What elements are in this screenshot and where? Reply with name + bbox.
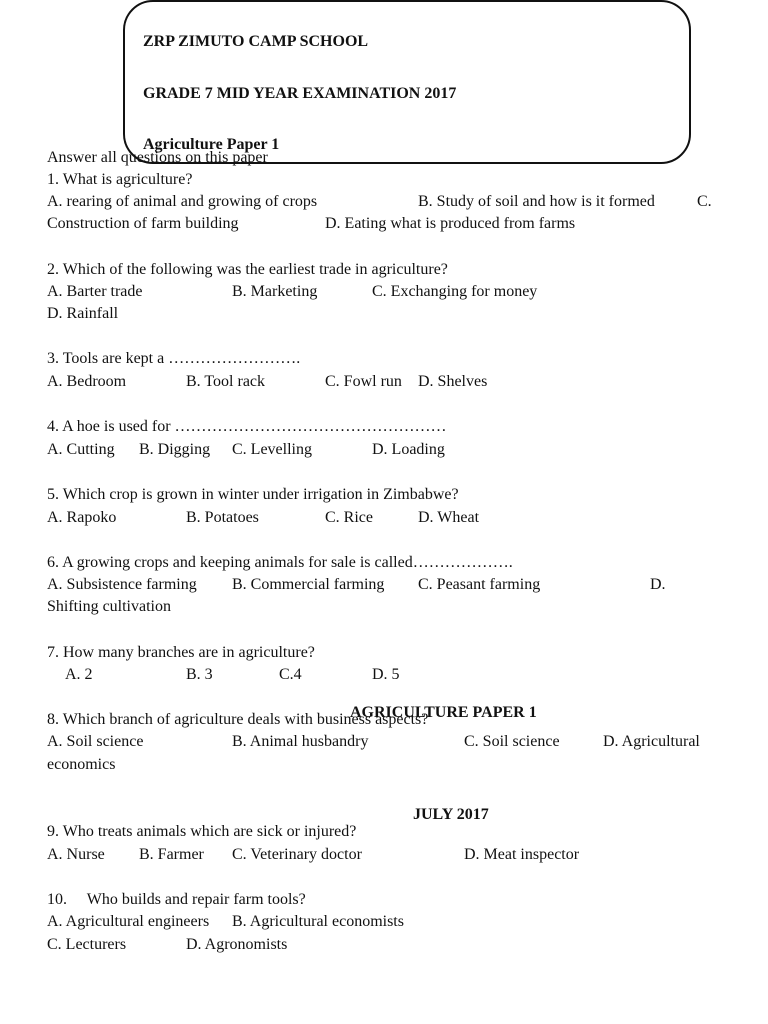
q7-option-c: C.4 — [279, 666, 302, 683]
question-6: 6. A growing crops and keeping animals for sale is called………………. — [47, 554, 513, 571]
q2-option-b: B. Marketing — [232, 283, 318, 300]
overlay-paper-title: AGRICULTURE PAPER 1 — [350, 704, 537, 721]
q1-option-c-text: Construction of farm building — [47, 215, 239, 232]
q5-option-a: A. Rapoko — [47, 509, 117, 526]
q8-option-b: B. Animal husbandry — [232, 733, 369, 750]
q3-option-a: A. Bedroom — [47, 373, 127, 390]
q4-option-c: C. Levelling — [232, 441, 312, 458]
q1-option-a: A. rearing of animal and growing of crops — [47, 193, 318, 210]
q6-option-d-text: Shifting cultivation — [47, 598, 171, 615]
exam-title: GRADE 7 MID YEAR EXAMINATION 2017 — [143, 85, 457, 102]
q8-option-c: C. Soil science — [464, 733, 560, 750]
q3-option-d: D. Shelves — [418, 373, 488, 390]
question-8: 8. Which branch of agriculture deals with business aspects? — [47, 711, 429, 728]
q1-option-c: C. — [697, 193, 712, 210]
overlay-date: JULY 2017 — [413, 806, 489, 823]
q4-option-a: A. Cutting — [47, 441, 115, 458]
question-1: 1. What is agriculture? — [47, 171, 193, 188]
q8-option-a: A. Soil science — [47, 733, 144, 750]
question-10: 10. Who builds and repair farm tools? — [47, 891, 306, 908]
q5-option-d: D. Wheat — [418, 509, 480, 526]
q8-option-d: D. Agricultural — [603, 733, 700, 750]
q6-option-d: D. — [650, 576, 666, 593]
q10-option-b: B. Agricultural economists — [232, 913, 404, 930]
q9-option-c: C. Veterinary doctor — [232, 846, 362, 863]
q1-option-b: B. Study of soil and how is it formed — [418, 193, 655, 210]
q6-option-c: C. Peasant farming — [418, 576, 541, 593]
q2-option-d: D. Rainfall — [47, 305, 119, 322]
q4-option-d: D. Loading — [372, 441, 445, 458]
q8-option-d-text: economics — [47, 756, 116, 773]
question-4: 4. A hoe is used for …………………………………………… — [47, 418, 447, 435]
q6-option-b: B. Commercial farming — [232, 576, 385, 593]
q5-option-c: C. Rice — [325, 509, 373, 526]
q10-option-a: A. Agricultural engineers — [47, 913, 210, 930]
q9-option-a: A. Nurse — [47, 846, 105, 863]
question-5: 5. Which crop is grown in winter under irrigation in Zimbabwe? — [47, 486, 459, 503]
question-2: 2. Which of the following was the earliest trade in agriculture? — [47, 261, 448, 278]
q10-option-d: D. Agronomists — [186, 936, 288, 953]
question-9: 9. Who treats animals which are sick or injured? — [47, 823, 357, 840]
instruction: Answer all questions on this paper — [47, 149, 268, 166]
q9-option-d: D. Meat inspector — [464, 846, 580, 863]
q1-option-d: D. Eating what is produced from farms — [325, 215, 576, 232]
paper-title: Agriculture Paper 1 — [143, 136, 280, 153]
q4-option-b: B. Digging — [139, 441, 211, 458]
school-name: ZRP ZIMUTO CAMP SCHOOL — [143, 33, 369, 50]
q7-option-b: B. 3 — [186, 666, 213, 683]
q3-option-c: C. Fowl run — [325, 373, 402, 390]
q3-option-b: B. Tool rack — [186, 373, 266, 390]
q2-option-a: A. Barter trade — [47, 283, 143, 300]
q9-option-b: B. Farmer — [139, 846, 204, 863]
q7-option-d: D. 5 — [372, 666, 400, 683]
q7-option-a: A. 2 — [65, 666, 93, 683]
q10-option-c: C. Lecturers — [47, 936, 127, 953]
question-7: 7. How many branches are in agriculture? — [47, 644, 315, 661]
q5-option-b: B. Potatoes — [186, 509, 259, 526]
q6-option-a: A. Subsistence farming — [47, 576, 197, 593]
question-3: 3. Tools are kept a ……………………. — [47, 350, 301, 367]
q2-option-c: C. Exchanging for money — [372, 283, 538, 300]
